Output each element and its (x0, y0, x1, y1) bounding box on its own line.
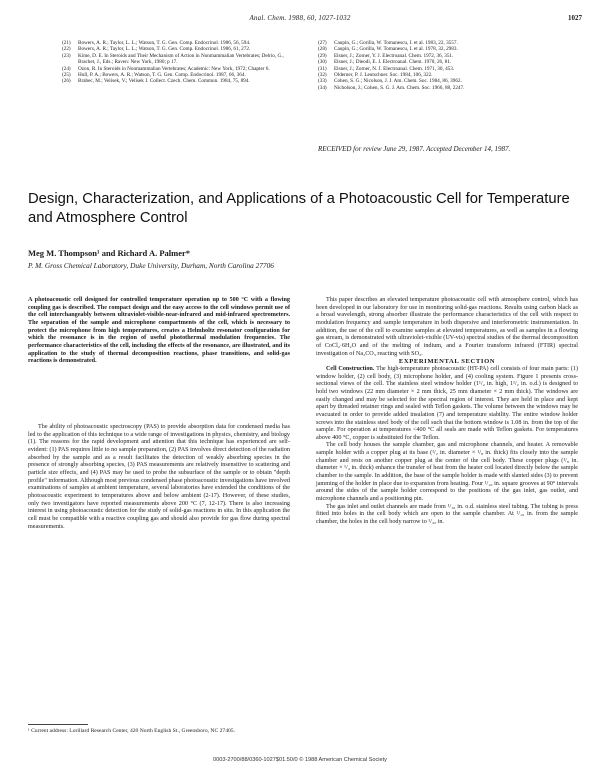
references-left (62, 40, 292, 85)
article-title: Design, Characterization, and Applications of a Photoacoustic Cell for Temperature and Atmosphere Control (28, 190, 570, 227)
page-number: 1027 (568, 14, 582, 22)
gas-channel-paragraph: The gas inlet and outlet channels are made from ¹/₁₆ in. o.d. stainless steel tubing. The tubing is press fitted into holes in the cell body which are open to the sample chamber. At ¹/₁₆ in. from the sample chamber, the holes in the cell body narrow to ¹/₃₂ in. (316, 503, 578, 526)
section-heading: EXPERIMENTAL SECTION (398, 358, 496, 366)
reference-item: (34) Nicholson, J.; Cohen, S. G. J. Am. Chem. Soc. 1966, 88, 2247. (318, 84, 465, 91)
references-right (318, 40, 558, 91)
authors: Meg M. Thompson¹ and Richard A. Palmer* (28, 248, 191, 258)
reference-item: (30) Elsner, J.; Dieodi, E. J. Electroanal. Chem. 1970, 26, 81. (318, 59, 452, 66)
affiliation: P. M. Gross Chemical Laboratory, Duke University, Durham, North Carolina 27706 (28, 261, 274, 270)
cell-body-paragraph: The cell body houses the sample chamber, gas and microphone channels, and heater. A removable sample holder with a copper plug at its base (¹/₂ in. diameter × ¹/₈ in. thick) fits closely into the sample chamber and rests on another copper plug at the center of the cell body. These copper plugs (¹/₈ in. diameter × ¹/₄ in. thick) enhance the transfer of heat from the heater coil located directly below the sample chamber to the sample. In addition, the base of the sample holder is made with slanted sides (3) to prevent jamming of the holder in place due to expansion from heating. Four ¹/₁₆ in. square grooves at 90° intervals around the sides of the sample holder correspond to the positions of the gas inlet, gas outlet, and microphone channels and a positioning pin. (316, 442, 578, 503)
reference-item: (28) Caupin, G.; Gorilla, W. Tomanescu, I. et al. 1978, 32, 2983. (318, 46, 458, 53)
received-date: RECEIVED for review June 29, 1987. Accepted December 14, 1987. (318, 145, 511, 153)
reference-item: (27) Caupin, G.; Gorilla, W. Tomanescu, I. et al. 1983, 22, 3557. (318, 40, 458, 46)
footnote: ¹ Current address: Lorillard Research Center, 420 North English St., Greensboro, NC 27405. (28, 728, 235, 734)
reference-item: (25) Hull, P. A.; Bowers, A. R.; Watson, T. G. Gen. Comp. Endocrinol. 1987, 66, 364. (62, 72, 246, 79)
journal-header: Anal. Chem. 1988, 60, 1027-1032 (249, 14, 351, 22)
reference-item: (26) Brabec, M.; Velisek, V.; Velisek J. Collect. Czech. Chem. Commun. 1984, 75, 894. (62, 78, 250, 85)
intro-paragraph: The ability of photoacoustic spectroscopy (PAS) to provide absorption data for condensed media has led to the application of this technique to a wide range of investigations in physics, chemistry, and biology (1). The reasons for the rapid development and attention that this technique has experienced are self-evident: (1) PAS requires little to no sample preparation, (2) PAS involves direct detection of the radiation absorbed by the sample and as a result facilitates the detection of weakly absorbing species in the presence of strongly absorbing species, (3) PAS measurements are relatively insensitive to scattering and particle size effects, and (4) PAS may be used to probe the subsurface of the sample or to obtain "depth profile" information. Although most previous condensed phase photoacoustic investigations have involved examinations of samples at ambient temperature, several laboratories have extended the conditions of the photoacoustic experiment to temperatures above and below ambient (2-17). However, of these studies, only two investigators have reported measurements above 200 °C (7, 12-17). There is also increasing interest in using photoacoustic detection for the study of solid-gas reactions in situ. In this application the cell must be compatible with a reactive coupling gas and should also provide for gas flow during spectral measurements. (28, 424, 290, 530)
reference-item: (22) Bowers, A. R.; Taylor, L. L.; Watson, T. G. Gen. Comp. Endocrinol. 1986, 61, 272. (62, 46, 251, 53)
right-column (316, 297, 578, 527)
abstract: A photoacoustic cell designed for controlled temperature operation up to 500 °C with a flowing coupling gas is described. The compact design and the easy access to the cell windows permit use of the cell interchangeably between ultraviolet-visible-near-infrared and mid-infrared spectrometers. The separation of the sample and microphone compartments of the cell, which is necessary to protect the microphone from high temperatures, creates a Helmholtz resonator configuration for which the resonance is in the region of useful photothermal modulation frequencies. The performance characteristics of the cell, including the effects of the resonance, are illustrated, and its application to the study of thermal decomposition reactions, phase transitions, and solid-gas reactions is demonstrated. (28, 297, 290, 365)
cell-construction-paragraph: Cell Construction. The high-temperature photoacoustic (HT-PA) cell consists of four main parts: (1) window holder, (2) cell body, (3) microphone holder, and (4) cooling system. Figure 1 presents cross-sectional views of the cell. The stainless steel window holder (1¹/₂ in. high, 1¹/₂ in. o.d.) is designed to hold two windows (22 mm diameter × 2 mm thick, 25 mm diameter × 2 mm thick). The windows are easily changed and may be selected for the spectral region of interest. They are held in place and kept apart by threaded retainer rings and sealed with Teflon gaskets. The volume between the windows may be evacuated in order to provide added insulation (7) and temperature stability. The entire window holder screws into the stainless steel body of the cell such that the bottom window is 1.08 in. from the top of the sample. For operation at temperatures <400 °C all seals are made with Teflon gaskets. For temperatures above 400 °C, copper is substituted for the Teflon. (316, 365, 578, 441)
subheading: Cell Construction. (326, 365, 375, 372)
reference-item: (33) Cohen, S. G.; Nicolson, J. J. Am. Chem. Soc. 1984, 86, 3962. (318, 78, 462, 85)
reference-item: (23) Kime, D. E. In Steroids and Their Mechanism of Action in Nonmammalian Vertebrates; Delrio, G., Brachet, J., Eds.; Raven: New York, 1980; p 17. (62, 52, 284, 66)
footnote-divider (28, 724, 88, 725)
introduction (28, 424, 290, 531)
reference-item: (24) Ozon, R. In Steroids in Nonmammalian Vertebrates; Academic: New York, 1972; Chapter 6. (62, 65, 270, 72)
reference-item: (29) Elsner, J.; Zorner, Y. J. Electroanal. Chem. 1972, 36, 351. (318, 52, 454, 59)
page-footer: 0003-2700/88/0360-1027$01.50/0 © 1988 American Chemical Society (213, 757, 387, 763)
reference-item: (21) Bowers, A. R.; Taylor, L. L.; Watson, T. G. Gen. Comp. Endocrinol. 1986, 56, 594. (62, 40, 251, 46)
reference-item: (32) Olderner, P. J. Leutschner. Soc. 1984, 106, 322. (318, 72, 433, 79)
reference-item: (31) Elsner, J.; Zorner, N. J. Electroanal. Chem. 1971, 30, 453. (318, 65, 455, 72)
right-intro-paragraph: This paper describes an elevated temperature photoacoustic cell with atmosphere control, which has been developed in our laboratory for use in monitoring solid-gas reactions. Results using carbon black as a broad wavelength, strong absorber illustrate the performance characteristics of the cell with respect to modulation frequency and sample temperature in both dispersive and interferometric instrumentation. In addition, the use of the cell to examine samples at elevated temperatures, as well as samples in a flowing gas stream, is demonstrated with ultraviolet-visible (UV-vis) spectral studies of the thermal decomposition of CoCl₂·6H₂O and of the melting of indium, and a Fourier transform infrared (FTIR) spectral investigation of Na₂CO₃ reacting with SO₂. (316, 297, 578, 357)
